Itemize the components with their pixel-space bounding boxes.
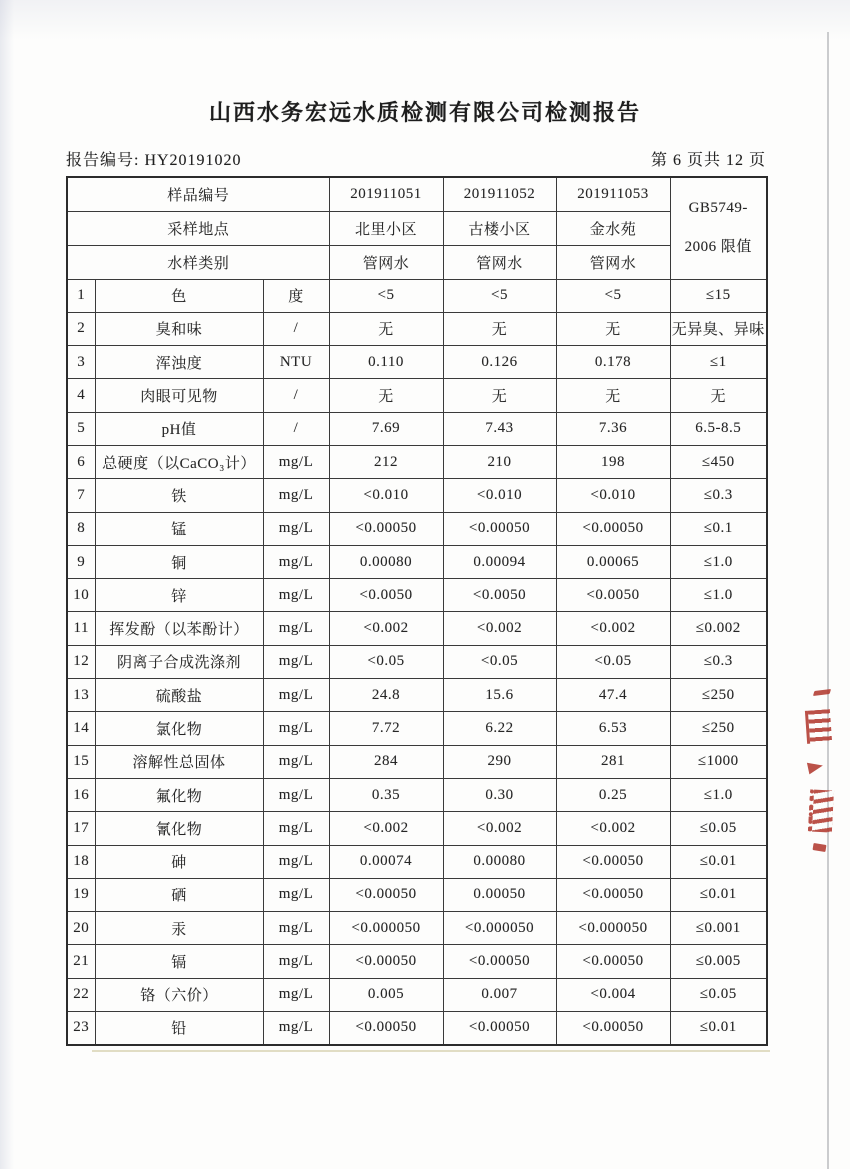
- unit: mg/L: [263, 579, 329, 612]
- type-1: 管网水: [329, 245, 443, 279]
- table-row: [67, 545, 767, 578]
- unit: /: [263, 312, 329, 345]
- stamp-mark-icon: [807, 760, 824, 775]
- row-number: 13: [67, 679, 95, 712]
- limit-value: ≤0.05: [670, 812, 767, 845]
- parameter-name: 氟化物: [95, 778, 263, 811]
- limit-value: 无异臭、异味: [670, 312, 767, 345]
- sample1-value: 0.00074: [329, 845, 443, 878]
- unit: mg/L: [263, 912, 329, 945]
- parameter-name: 浑浊度: [95, 346, 263, 379]
- stamp-mark-icon: [813, 843, 827, 852]
- sample3-value: <0.00050: [556, 512, 670, 545]
- sample3-value: 198: [556, 445, 670, 478]
- sample3-value: <0.00050: [556, 945, 670, 978]
- sample3-value: 7.36: [556, 412, 670, 445]
- parameter-name: 色: [95, 279, 263, 312]
- header-row-sample-no: [67, 177, 767, 211]
- sample1-value: <0.05: [329, 645, 443, 678]
- scan-edge-line-right: [827, 32, 829, 1169]
- unit: mg/L: [263, 812, 329, 845]
- limit-value: ≤0.001: [670, 912, 767, 945]
- stamp-mark-icon: [813, 689, 831, 696]
- sample2-value: 0.00050: [443, 878, 556, 911]
- scan-edge-shade-left: [0, 0, 14, 1169]
- unit: mg/L: [263, 845, 329, 878]
- table-row: [67, 845, 767, 878]
- limit-value: 无: [670, 379, 767, 412]
- sample3-value: 0.178: [556, 346, 670, 379]
- site-1: 北里小区: [329, 211, 443, 245]
- row-number: 1: [67, 279, 95, 312]
- sample2-value: <0.00050: [443, 1012, 556, 1045]
- row-number: 18: [67, 845, 95, 878]
- row-number: 19: [67, 878, 95, 911]
- row-number: 5: [67, 412, 95, 445]
- sample2-value: 无: [443, 312, 556, 345]
- unit: /: [263, 379, 329, 412]
- sample2-value: 0.126: [443, 346, 556, 379]
- report-number: 报告编号: HY20191020: [66, 152, 242, 169]
- row-number: 17: [67, 812, 95, 845]
- limit-value: ≤450: [670, 445, 767, 478]
- limit-value: ≤1000: [670, 745, 767, 778]
- limit-value: ≤1.0: [670, 778, 767, 811]
- sample1-value: 0.110: [329, 346, 443, 379]
- table-row: [67, 579, 767, 612]
- parameter-name: 硫酸盐: [95, 679, 263, 712]
- sample3-value: <0.00050: [556, 878, 670, 911]
- parameter-name: 总硬度（以CaCO₃计）: [95, 445, 263, 478]
- table-row: [67, 445, 767, 478]
- row-number: 14: [67, 712, 95, 745]
- limit-value: ≤0.002: [670, 612, 767, 645]
- results-header: [67, 177, 767, 279]
- header-row-sampling-site: [67, 211, 767, 245]
- unit: mg/L: [263, 712, 329, 745]
- header-row-water-type: [67, 245, 767, 279]
- sample3-value: <0.002: [556, 612, 670, 645]
- limit-value: ≤1.0: [670, 579, 767, 612]
- unit: mg/L: [263, 945, 329, 978]
- unit: mg/L: [263, 679, 329, 712]
- parameter-name: 锌: [95, 579, 263, 612]
- table-row: [67, 912, 767, 945]
- results-table: [66, 176, 768, 1046]
- table-row: [67, 1012, 767, 1045]
- sample3-value: <0.00050: [556, 845, 670, 878]
- scan-edge-shade-top: [0, 0, 850, 40]
- sample2-value: <5: [443, 279, 556, 312]
- sample1-value: <0.00050: [329, 878, 443, 911]
- table-row: [67, 679, 767, 712]
- row-number: 22: [67, 978, 95, 1011]
- sample1-value: <0.000050: [329, 912, 443, 945]
- parameter-name: 肉眼可见物: [95, 379, 263, 412]
- table-row: [67, 412, 767, 445]
- parameter-name: 砷: [95, 845, 263, 878]
- sample1-value: 0.35: [329, 778, 443, 811]
- table-row: [67, 346, 767, 379]
- parameter-name: 溶解性总固体: [95, 745, 263, 778]
- sample2-value: 15.6: [443, 679, 556, 712]
- limit-value: ≤0.05: [670, 978, 767, 1011]
- sample2-value: <0.010: [443, 479, 556, 512]
- parameter-name: 镉: [95, 945, 263, 978]
- row-number: 2: [67, 312, 95, 345]
- unit: mg/L: [263, 745, 329, 778]
- type-2: 管网水: [443, 245, 556, 279]
- parameter-name: 挥发酚（以苯酚计）: [95, 612, 263, 645]
- limit-value: ≤250: [670, 712, 767, 745]
- sample-id-3: 201911053: [556, 177, 670, 211]
- row-number: 20: [67, 912, 95, 945]
- unit: mg/L: [263, 479, 329, 512]
- row-number: 21: [67, 945, 95, 978]
- table-row: [67, 812, 767, 845]
- sample1-value: <0.00050: [329, 945, 443, 978]
- row-number: 16: [67, 778, 95, 811]
- sample-no-label: 样品编号: [67, 177, 329, 211]
- parameter-name: 汞: [95, 912, 263, 945]
- unit: mg/L: [263, 645, 329, 678]
- parameter-name: 氰化物: [95, 812, 263, 845]
- water-type-label: 水样类别: [67, 245, 329, 279]
- unit: mg/L: [263, 445, 329, 478]
- row-number: 15: [67, 745, 95, 778]
- sample2-value: <0.00050: [443, 945, 556, 978]
- sample1-value: <0.00050: [329, 512, 443, 545]
- sample2-value: 0.00094: [443, 545, 556, 578]
- results-body: [67, 279, 767, 1045]
- sample2-value: 7.43: [443, 412, 556, 445]
- limit-value: ≤0.01: [670, 1012, 767, 1045]
- limit-value: ≤0.01: [670, 845, 767, 878]
- table-row: [67, 612, 767, 645]
- limit-value: ≤0.3: [670, 479, 767, 512]
- limit-value: ≤0.1: [670, 512, 767, 545]
- sample3-value: <0.00050: [556, 1012, 670, 1045]
- sample1-value: <5: [329, 279, 443, 312]
- row-number: 10: [67, 579, 95, 612]
- stamp-mark-icon: [808, 789, 834, 832]
- sample2-value: 0.007: [443, 978, 556, 1011]
- sample2-value: <0.002: [443, 612, 556, 645]
- limit-value: ≤0.005: [670, 945, 767, 978]
- unit: mg/L: [263, 612, 329, 645]
- sample3-value: 281: [556, 745, 670, 778]
- table-row: [67, 645, 767, 678]
- unit: mg/L: [263, 512, 329, 545]
- sample2-value: 无: [443, 379, 556, 412]
- site-3: 金水苑: [556, 211, 670, 245]
- sample1-value: <0.002: [329, 812, 443, 845]
- row-number: 12: [67, 645, 95, 678]
- sample1-value: 无: [329, 379, 443, 412]
- limit-value: ≤0.3: [670, 645, 767, 678]
- sample1-value: 无: [329, 312, 443, 345]
- table-row: [67, 778, 767, 811]
- limit-value: ≤0.01: [670, 878, 767, 911]
- sample3-value: <5: [556, 279, 670, 312]
- limit-value: 6.5-8.5: [670, 412, 767, 445]
- sample1-value: 7.72: [329, 712, 443, 745]
- sample2-value: 290: [443, 745, 556, 778]
- unit: /: [263, 412, 329, 445]
- sample3-value: 0.00065: [556, 545, 670, 578]
- stamp-mark-icon: [805, 709, 832, 744]
- scan-artifact-line-bottom: [92, 1050, 770, 1052]
- row-number: 3: [67, 346, 95, 379]
- limit-value: ≤1.0: [670, 545, 767, 578]
- parameter-name: 铁: [95, 479, 263, 512]
- sample1-value: 7.69: [329, 412, 443, 445]
- row-number: 9: [67, 545, 95, 578]
- sample2-value: <0.002: [443, 812, 556, 845]
- row-number: 11: [67, 612, 95, 645]
- unit: mg/L: [263, 1012, 329, 1045]
- sample-id-2: 201911052: [443, 177, 556, 211]
- sample1-value: 212: [329, 445, 443, 478]
- sample1-value: 284: [329, 745, 443, 778]
- sample1-value: <0.002: [329, 612, 443, 645]
- table-row: [67, 379, 767, 412]
- sample2-value: <0.05: [443, 645, 556, 678]
- sample3-value: 无: [556, 379, 670, 412]
- sample2-value: 0.00080: [443, 845, 556, 878]
- sample1-value: 24.8: [329, 679, 443, 712]
- sample3-value: 6.53: [556, 712, 670, 745]
- sample3-value: <0.000050: [556, 912, 670, 945]
- table-row: [67, 945, 767, 978]
- sample2-value: <0.0050: [443, 579, 556, 612]
- unit: mg/L: [263, 878, 329, 911]
- row-number: 8: [67, 512, 95, 545]
- parameter-name: 臭和味: [95, 312, 263, 345]
- unit: 度: [263, 279, 329, 312]
- sampling-site-label: 采样地点: [67, 211, 329, 245]
- sample2-value: <0.00050: [443, 512, 556, 545]
- limit-value: ≤15: [670, 279, 767, 312]
- parameter-name: 锰: [95, 512, 263, 545]
- unit: NTU: [263, 346, 329, 379]
- sample3-value: 无: [556, 312, 670, 345]
- sample3-value: <0.010: [556, 479, 670, 512]
- limit-value: ≤1: [670, 346, 767, 379]
- limit-standard-cell: [670, 177, 767, 279]
- sample2-value: 0.30: [443, 778, 556, 811]
- table-row: [67, 279, 767, 312]
- sample2-value: <0.000050: [443, 912, 556, 945]
- page-title: 山西水务宏远水质检测有限公司检测报告: [208, 100, 641, 125]
- table-row: [67, 479, 767, 512]
- sample3-value: <0.002: [556, 812, 670, 845]
- limit-standard-line2: 2006 限值: [684, 239, 752, 256]
- sample3-value: 0.25: [556, 778, 670, 811]
- report-meta-row: [66, 147, 766, 170]
- table-row: [67, 878, 767, 911]
- row-number: 4: [67, 379, 95, 412]
- site-2: 古楼小区: [443, 211, 556, 245]
- table-row: [67, 312, 767, 345]
- limit-standard-line1: GB5749-: [688, 200, 748, 217]
- unit: mg/L: [263, 545, 329, 578]
- parameter-name: pH值: [95, 412, 263, 445]
- parameter-name: 铜: [95, 545, 263, 578]
- table-row: [67, 512, 767, 545]
- table-row: [67, 978, 767, 1011]
- sample3-value: <0.004: [556, 978, 670, 1011]
- row-number: 23: [67, 1012, 95, 1045]
- sample1-value: 0.00080: [329, 545, 443, 578]
- sample1-value: <0.00050: [329, 1012, 443, 1045]
- parameter-name: 阴离子合成洗涤剂: [95, 645, 263, 678]
- sample-id-1: 201911051: [329, 177, 443, 211]
- row-number: 7: [67, 479, 95, 512]
- row-number: 6: [67, 445, 95, 478]
- sample3-value: 47.4: [556, 679, 670, 712]
- sample1-value: 0.005: [329, 978, 443, 1011]
- sample3-value: <0.0050: [556, 579, 670, 612]
- sample3-value: <0.05: [556, 645, 670, 678]
- table-row: [67, 745, 767, 778]
- table-row: [67, 712, 767, 745]
- sample1-value: <0.010: [329, 479, 443, 512]
- page-indicator: 第 6 页共 12 页: [650, 152, 766, 169]
- limit-value: ≤250: [670, 679, 767, 712]
- parameter-name: 铅: [95, 1012, 263, 1045]
- sample1-value: <0.0050: [329, 579, 443, 612]
- red-stamp-fragment: [797, 688, 850, 860]
- parameter-name: 铬（六价）: [95, 978, 263, 1011]
- sample2-value: 6.22: [443, 712, 556, 745]
- parameter-name: 氯化物: [95, 712, 263, 745]
- parameter-name: 硒: [95, 878, 263, 911]
- unit: mg/L: [263, 978, 329, 1011]
- type-3: 管网水: [556, 245, 670, 279]
- sample2-value: 210: [443, 445, 556, 478]
- unit: mg/L: [263, 778, 329, 811]
